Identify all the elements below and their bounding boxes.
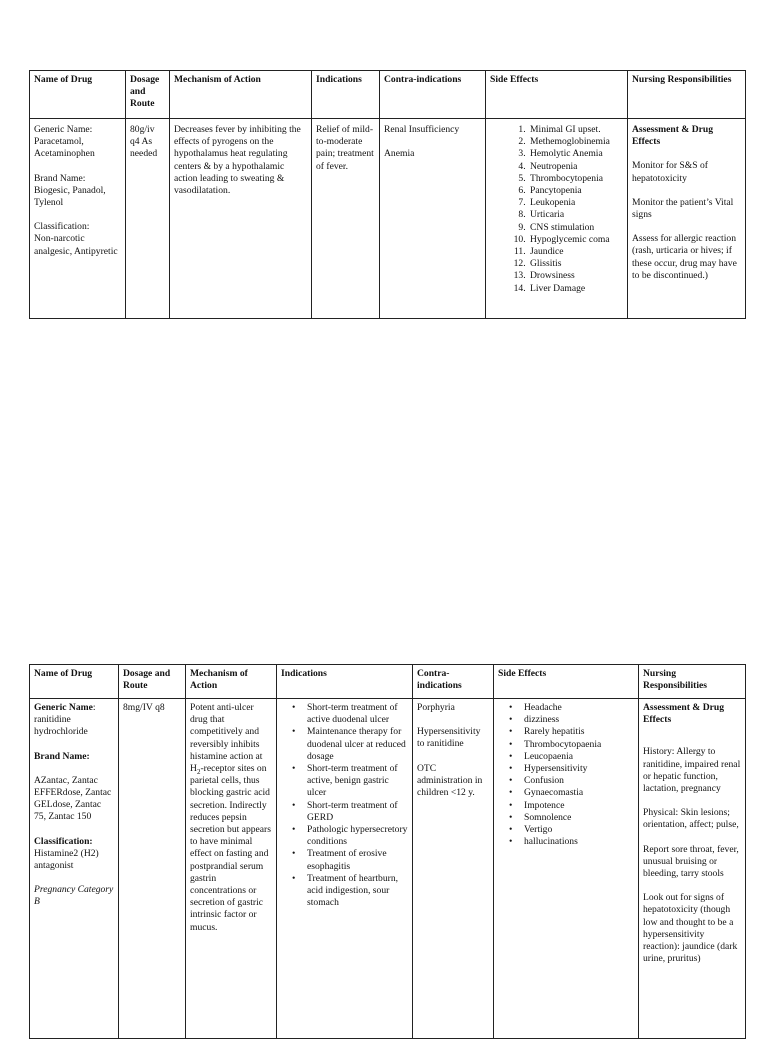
header-side-effects: Side Effects: [494, 665, 639, 699]
list-item: 11. Jaundice: [528, 246, 623, 258]
header-side-effects: Side Effects: [486, 71, 628, 119]
mechanism-text-b: -receptor sites on parietal cells, thus blocking gastric acid secretion. Indirectly reduces pepsin secretion but appears to have minimal effect on fasting and postprandial serum gastrin concentrations or secretion of gastric intrinsic factor or mucus.: [190, 763, 271, 933]
table-row: [30, 699, 746, 1039]
list-item: 5. Thrombocytopenia: [528, 173, 623, 185]
cell-nursing: [628, 119, 746, 319]
list-item: • Short-term treatment of active, benign gastric ulcer: [307, 763, 408, 800]
nursing-item: History: Allergy to ranitidine, impaired renal or hepatic function, lactation, pregnancy: [643, 746, 741, 795]
classification-value: Non-narcotic analgesic, Antipyretic: [34, 233, 118, 257]
list-item: • dizziness: [524, 714, 634, 726]
cell-contraindications: [413, 699, 494, 1039]
cell-name-of-drug: [30, 699, 119, 1039]
header-indications: Indications: [312, 71, 380, 119]
list-item: • Short-term treatment of GERD: [307, 800, 408, 824]
list-item: • Vertigo: [524, 824, 634, 836]
list-item: 10. Hypoglycemic coma: [528, 234, 623, 246]
brand-name-label: Brand Name:: [34, 750, 90, 762]
header-nursing: Nursing Responsibilities: [628, 71, 746, 119]
nursing-item: Monitor the patient’s Vital signs: [632, 196, 734, 221]
table-header-row: [30, 665, 746, 699]
header-dosage-route: Dosage and Route: [119, 665, 186, 699]
list-item: • Pathologic hypersecretory conditions: [307, 824, 408, 848]
list-item: • Leucopaenia: [524, 751, 634, 763]
nursing-item: Physical: Skin lesions; orientation, affect; pulse,: [643, 807, 739, 831]
list-item: • Hypersensitivity: [524, 763, 634, 775]
generic-name-colon: :: [92, 702, 96, 713]
nursing-item: Look out for signs of hepatotoxicity (though low and thought to be a hypersensitivity reaction): jaundice (dark urine, pruritus): [643, 892, 738, 965]
header-nursing: Nursing Responsibilities: [639, 665, 746, 699]
drug-table-ranitidine: [29, 664, 746, 1039]
cell-dosage: 80g/iv q4 As needed: [126, 119, 170, 319]
indications-list: [281, 702, 408, 909]
list-item: • Confusion: [524, 775, 634, 787]
contra-item: OTC administration in children <12 y.: [417, 762, 483, 799]
cell-side-effects: [486, 119, 628, 319]
generic-name-value: ranitidine hydrochloride: [34, 714, 88, 738]
pregnancy-category: Pregnancy Category B: [34, 884, 114, 908]
list-item: 12. Glissitis: [528, 258, 623, 270]
generic-name-label: Generic Name: [34, 702, 93, 713]
side-effects-list: [498, 702, 634, 848]
brand-name-value: AZantac, Zantac EFFERdose, Zantac GELdose, Zantac 75, Zantac 150: [34, 774, 112, 823]
list-item: 9. CNS stimulation: [528, 222, 623, 234]
classification-label: Classification:: [34, 221, 90, 233]
side-effects-list: [490, 124, 623, 295]
mechanism-text-a: Potent anti-ulcer drug that competitively and reversibly inhibits histamine action at H: [190, 702, 263, 775]
contra-item: Hypersensitivity to ranitidine: [417, 726, 481, 750]
list-item: 14. Liver Damage: [528, 283, 623, 295]
list-item: 7. Leukopenia: [528, 197, 623, 209]
list-item: • Maintenance therapy for duodenal ulcer at reduced dosage: [307, 726, 408, 763]
header-indications: Indications: [277, 665, 413, 699]
list-item: 1. Minimal GI upset.: [528, 124, 623, 136]
list-item: • Somnolence: [524, 812, 634, 824]
header-name-of-drug: Name of Drug: [30, 665, 119, 699]
nursing-title: Assessment & Drug Effects: [632, 124, 714, 148]
list-item: • Short-term treatment of active duodenal ulcer: [307, 702, 408, 726]
header-contraindications: Contra-indications: [413, 665, 494, 699]
brand-name-value: Biogesic, Panadol, Tylenol: [34, 184, 106, 209]
contra-item: Porphyria: [417, 702, 455, 713]
list-item: • Thrombocytopaenia: [524, 739, 634, 751]
list-item: • Gynaecomastia: [524, 787, 634, 799]
contra-item: Renal Insufficiency: [384, 124, 460, 135]
list-item: 2. Methemoglobinemia: [528, 136, 623, 148]
header-name-of-drug: Name of Drug: [30, 71, 126, 119]
classification-value: Histamine2 (H2) antagonist: [34, 847, 99, 872]
list-item: • hallucinations: [524, 836, 634, 848]
cell-nursing: [639, 699, 746, 1039]
generic-name-label: Generic Name:: [34, 124, 93, 135]
list-item: 6. Pancytopenia: [528, 185, 623, 197]
cell-side-effects: [494, 699, 639, 1039]
list-item: • Treatment of heartburn, acid indigestion, sour stomach: [307, 873, 408, 910]
list-item: • Headache: [524, 702, 634, 714]
drug-table-paracetamol: [29, 70, 746, 319]
nursing-item: Report sore throat, fever, unusual bruising or bleeding, tarry stools: [643, 843, 739, 880]
list-item: 4. Neutropenia: [528, 161, 623, 173]
header-mechanism: Mechanism of Action: [170, 71, 312, 119]
cell-indications: [277, 699, 413, 1039]
list-item: 8. Urticaria: [528, 209, 623, 221]
contra-item: Anemia: [384, 148, 415, 160]
table-row: [30, 119, 746, 319]
list-item: • Impotence: [524, 800, 634, 812]
header-mechanism: Mechanism of Action: [186, 665, 277, 699]
list-item: • Rarely hepatitis: [524, 726, 634, 738]
header-dosage-route: Dosage and Route: [126, 71, 170, 119]
header-contraindications: Contra-indications: [380, 71, 486, 119]
generic-name-value: Paracetamol, Acetaminophen: [34, 136, 95, 160]
list-item: 3. Hemolytic Anemia: [528, 148, 623, 160]
list-item: 13. Drowsiness: [528, 270, 623, 282]
mechanism-subscript: 2: [196, 767, 201, 776]
brand-name-label: Brand Name:: [34, 172, 86, 184]
cell-mechanism: [186, 699, 277, 1039]
nursing-title: Assessment & Drug Effects: [643, 702, 725, 726]
cell-mechanism: Decreases fever by inhibiting the effects of pyrogens on the hypothalamus heat regulating centers & by a hypothalamic action leading to sweating & vasodilatation.: [170, 119, 312, 319]
nursing-item: Monitor for S&S of hepatotoxicity: [632, 160, 708, 184]
cell-indications: Relief of mild-to-moderate pain; treatment of fever.: [312, 119, 380, 319]
table-header-row: [30, 71, 746, 119]
cell-dosage: 8mg/IV q8: [119, 699, 186, 1039]
list-item: • Treatment of erosive esophagitis: [307, 848, 408, 872]
nursing-item: Assess for allergic reaction (rash, urticaria or hives; if these occur, drug may have to be discontinued.): [632, 233, 737, 281]
classification-label: Classification:: [34, 835, 93, 847]
cell-contraindications: [380, 119, 486, 319]
cell-name-of-drug: [30, 119, 126, 319]
